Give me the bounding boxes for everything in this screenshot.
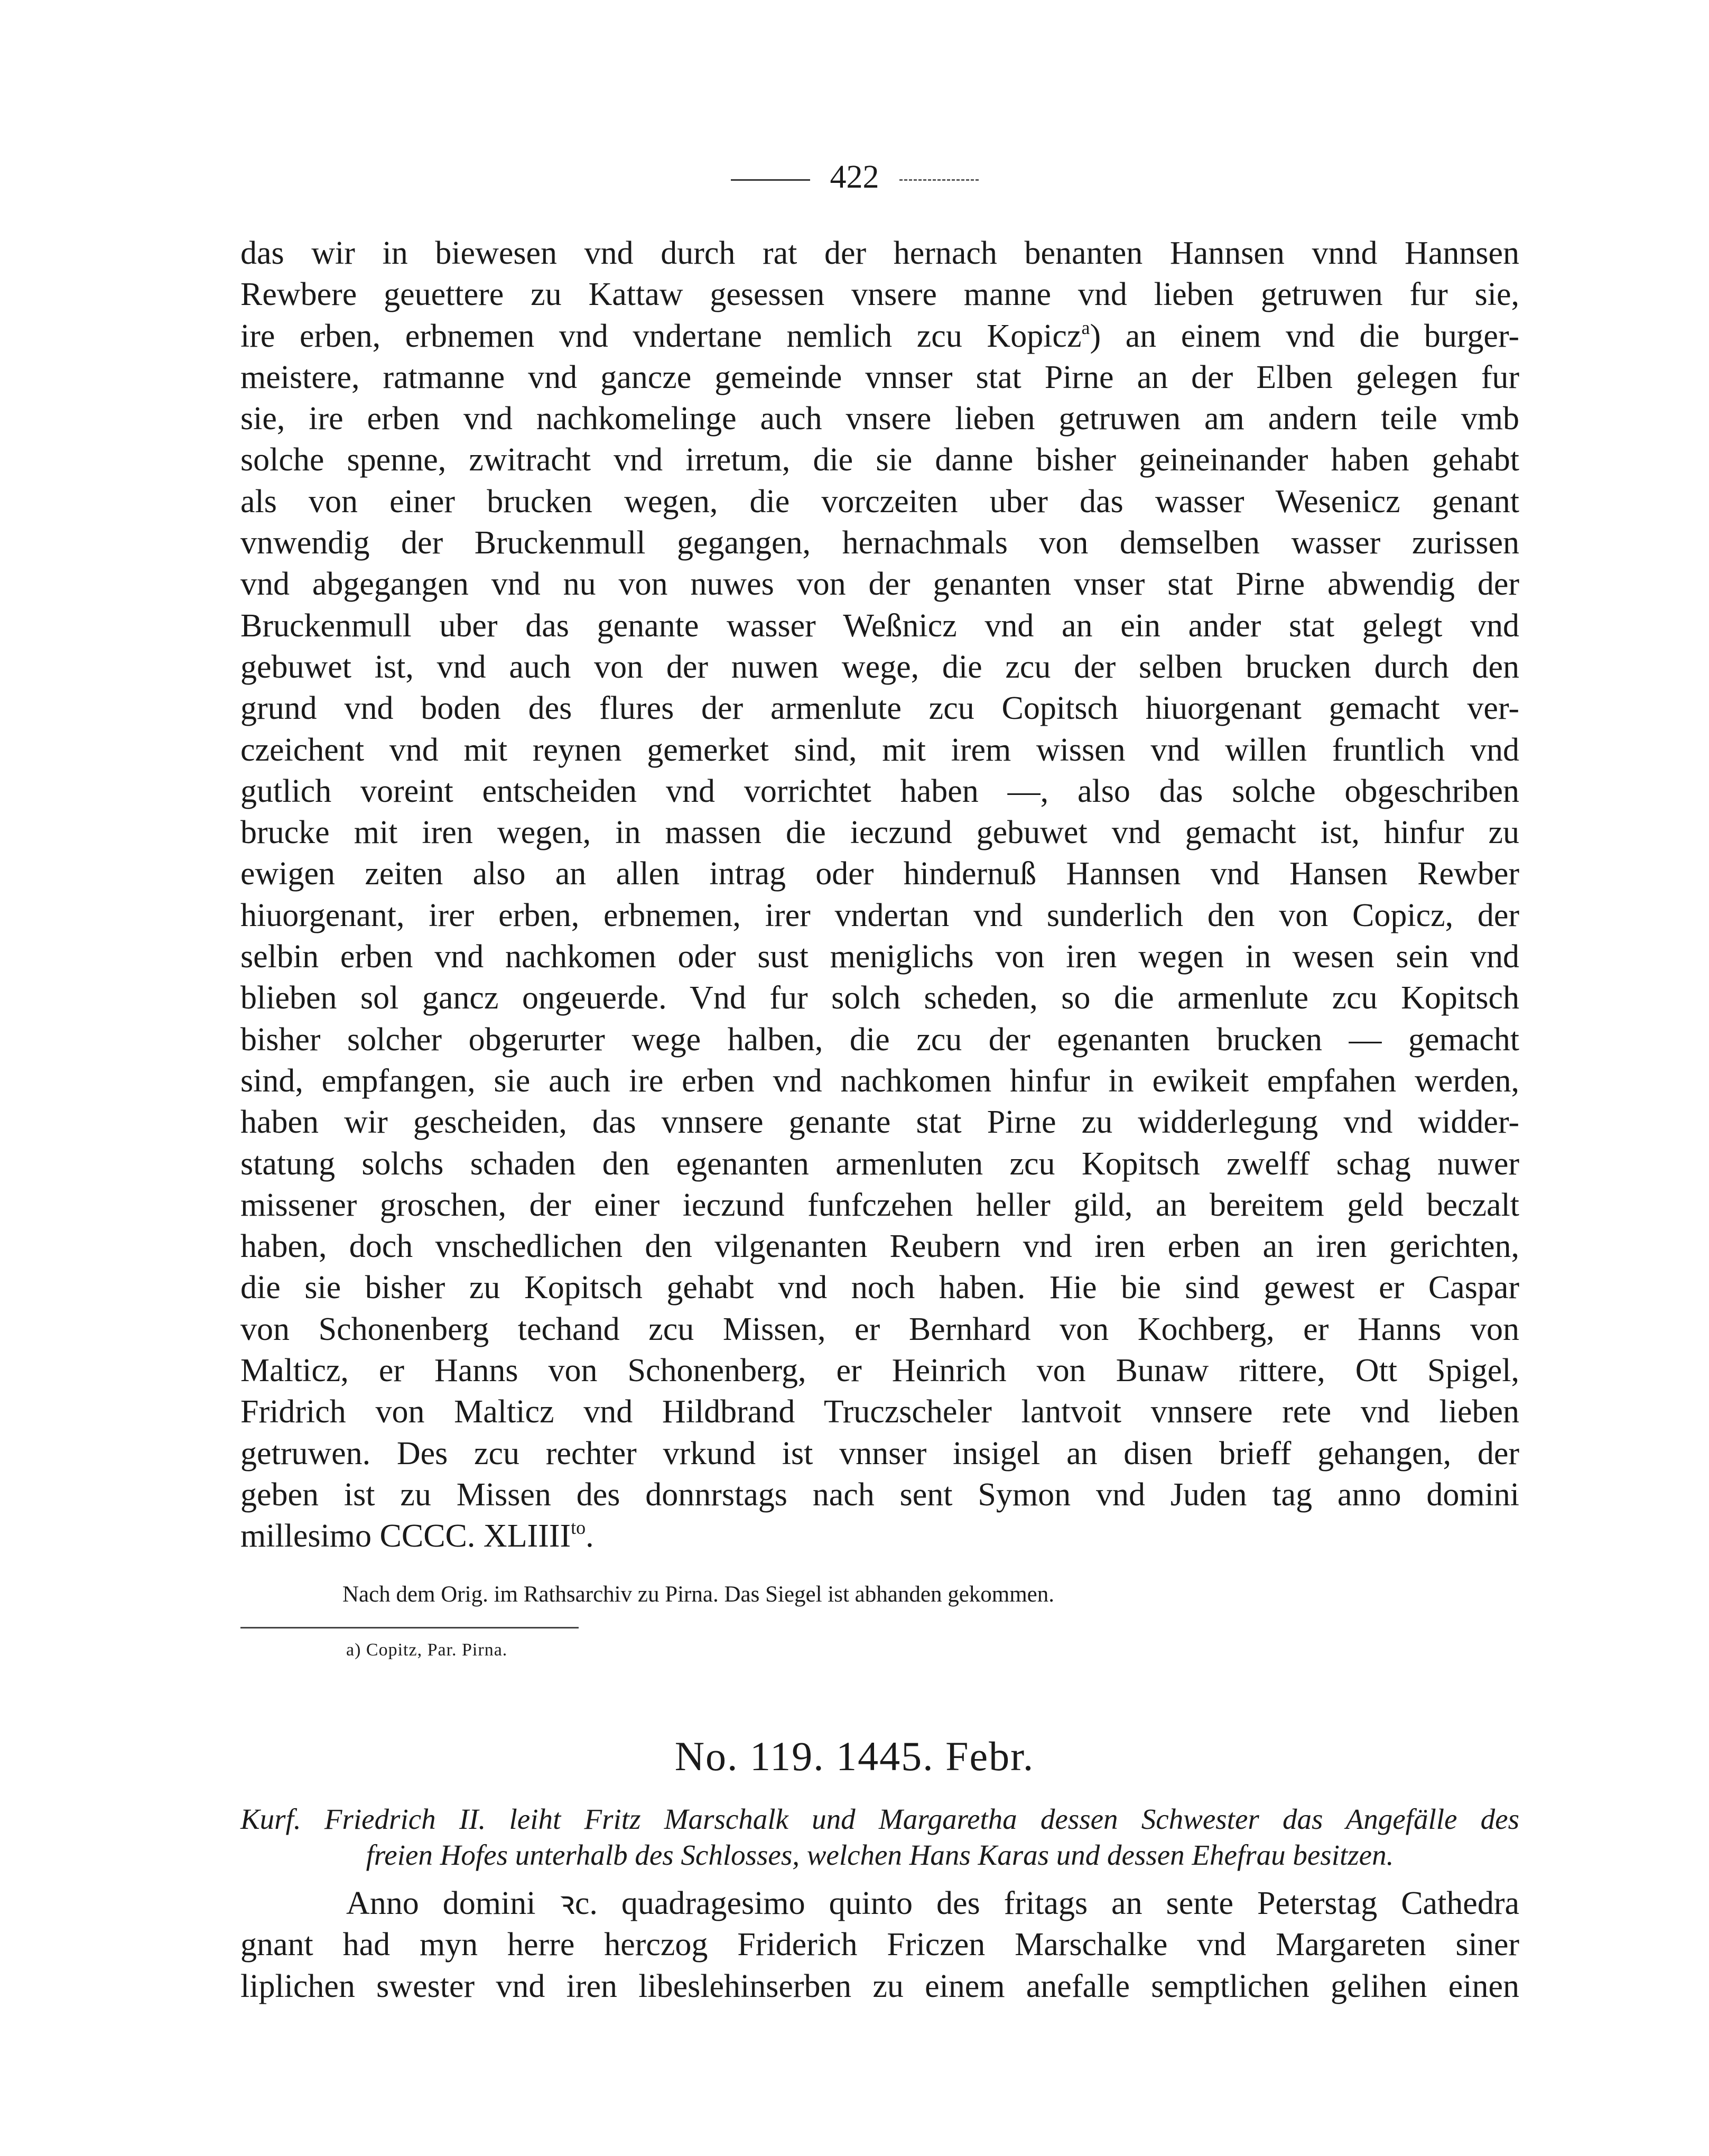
body-line-text: ire erben, erbnemen vnd vndertane nemlich zcu Kopicz bbox=[240, 318, 1082, 354]
body-line: sie, ire erben vnd nachkomelinge auch vnsere lieben getruwen am andern teile vmb bbox=[240, 401, 1519, 437]
body-line: sind, empfangen, sie auch ire erben vnd nachkomen hinfur in ewikeit empfahen werden, bbox=[240, 1062, 1519, 1099]
body-line: brucke mit iren wegen, in massen die ieczund gebuwet vnd gemacht ist, hinfur zu bbox=[240, 815, 1519, 851]
page-number bbox=[0, 159, 1709, 196]
body-line: Rewbere geuettere zu Kattaw gesessen vnsere manne vnd lieben getruwen fur sie, bbox=[240, 276, 1519, 313]
body-line bbox=[240, 1515, 1519, 1557]
body-line: grund vnd boden des flures der armenlute zcu Copitsch hiuorgenant gemacht ver- bbox=[240, 690, 1519, 727]
body-line: von Schonenberg techand zcu Missen, er Bernhard von Kochberg, er Hanns von bbox=[240, 1311, 1519, 1347]
body-line: selbin erben vnd nachkomen oder sust meniglichs von iren wegen in wesen sein vnd bbox=[240, 939, 1519, 975]
text-line: Anno domini ꝛc. quadragesimo quinto des fritags an sente Peterstag Cathedra bbox=[346, 1885, 1519, 1921]
body-line-text: ) an einem vnd die burger- bbox=[1090, 318, 1520, 354]
body-line: haben, doch vnschedlichen den vilgenanten Reubern vnd iren erben an iren gerichten, bbox=[240, 1228, 1519, 1265]
body-line: solche spenne, zwitracht vnd irretum, die sie danne bisher geineinander haben gehabt bbox=[240, 442, 1519, 478]
body-line: Malticz, er Hanns von Schonenberg, er Heinrich von Bunaw rittere, Ott Spigel, bbox=[240, 1353, 1519, 1389]
body-line: geben ist zu Missen des donnrstags nach sent Symon vnd Juden tag anno domini bbox=[240, 1476, 1519, 1513]
body-line: das wir in biewesen vnd durch rat der hernach benanten Hannsen vnnd Hannsen bbox=[240, 235, 1519, 271]
footnote-marker: a bbox=[1081, 317, 1090, 338]
text-line: liplichen swester vnd iren libeslehinserben zu einem anefalle semptlichen gelihen einen bbox=[240, 1968, 1519, 2004]
footnote: a) Copitz, Par. Pirna. bbox=[346, 1640, 508, 1660]
text-line: gnant had myn herre herczog Friderich Friczen Marschalke vnd Margareten siner bbox=[240, 1927, 1519, 1963]
page-number-value: 422 bbox=[830, 159, 879, 195]
body-line: als von einer brucken wegen, die vorczeiten uber das wasser Wesenicz genant bbox=[240, 483, 1519, 520]
body-line: vnd abgegangen vnd nu von nuwes von der genanten vnser stat Pirne abwendig der bbox=[240, 566, 1519, 603]
body-line: gutlich voreint entscheiden vnd vorrichtet haben —, also das solche obgeschriben bbox=[240, 773, 1519, 809]
page-number-rule-left bbox=[731, 179, 810, 181]
body-line: missener groschen, der einer ieczund funfczehen heller gild, an bereitem geld beczalt bbox=[240, 1187, 1519, 1223]
body-line: ewigen zeiten also an allen intrag oder hindernuß Hannsen vnd Hansen Rewber bbox=[240, 856, 1519, 892]
body-line: gebuwet ist, vnd auch von der nuwen wege, die zcu der selben brucken durch den bbox=[240, 649, 1519, 685]
body-line: getruwen. Des zcu rechter vrkund ist vnnser insigel an disen brieff gehangen, der bbox=[240, 1435, 1519, 1472]
summary-line: Kurf. Friedrich II. leiht Fritz Marschalk und Margaretha dessen Schwester das Angefälle des bbox=[240, 1803, 1519, 1835]
body-line: vnwendig der Bruckenmull gegangen, hernachmals von demselben wasser zurissen bbox=[240, 525, 1519, 561]
body-line: meistere, ratmanne vnd gancze gemeinde vnnser stat Pirne an der Elben gelegen fur bbox=[240, 359, 1519, 395]
body-line-text: . bbox=[586, 1518, 594, 1554]
body-line: czeichent vnd mit reynen gemerket sind, mit irem wissen vnd willen fruntlich vnd bbox=[240, 732, 1519, 768]
document-heading: No. 119. 1445. Febr. bbox=[674, 1733, 1035, 1779]
source-note: Nach dem Orig. im Rathsarchiv zu Pirna. Das Siegel ist abhanden gekommen. bbox=[342, 1582, 1055, 1607]
summary-line: freien Hofes unterhalb des Schlosses, welchen Hans Karas und dessen Ehefrau besitzen. bbox=[366, 1839, 1394, 1871]
body-line: blieben sol gancz ongeuerde. Vnd fur solch scheden, so die armenlute zcu Kopitsch bbox=[240, 980, 1519, 1016]
body-line-text: millesimo CCCC. XLIIII bbox=[240, 1518, 571, 1554]
document-summary bbox=[240, 1801, 1519, 1873]
body-line: bisher solcher obgerurter wege halben, die zcu der egenanten brucken — gemacht bbox=[240, 1021, 1519, 1058]
body-line: die sie bisher zu Kopitsch gehabt vnd noch haben. Hie bie sind gewest er Caspar bbox=[240, 1270, 1519, 1306]
body-line: Fridrich von Malticz vnd Hildbrand Truczscheler lantvoit vnnsere rete vnd lieben bbox=[240, 1394, 1519, 1430]
charter-body-text bbox=[240, 233, 1519, 1557]
date-superscript: to bbox=[571, 1517, 586, 1539]
body-line: haben wir gescheiden, das vnnsere genante stat Pirne zu widderlegung vnd widder- bbox=[240, 1104, 1519, 1141]
body-line: statung solchs schaden den egenanten armenluten zcu Kopitsch zwelff schag nuwer bbox=[240, 1145, 1519, 1182]
body-line bbox=[240, 316, 1519, 357]
page-number-rule-right bbox=[899, 179, 979, 181]
document-text bbox=[240, 1883, 1519, 2007]
body-line: Bruckenmull uber das genante wasser Weßnicz vnd an ein ander stat gelegt vnd bbox=[240, 607, 1519, 644]
body-line: hiuorgenant, irer erben, erbnemen, irer vndertan vnd sunderlich den von Copicz, der bbox=[240, 897, 1519, 933]
footnote-divider bbox=[240, 1627, 579, 1628]
